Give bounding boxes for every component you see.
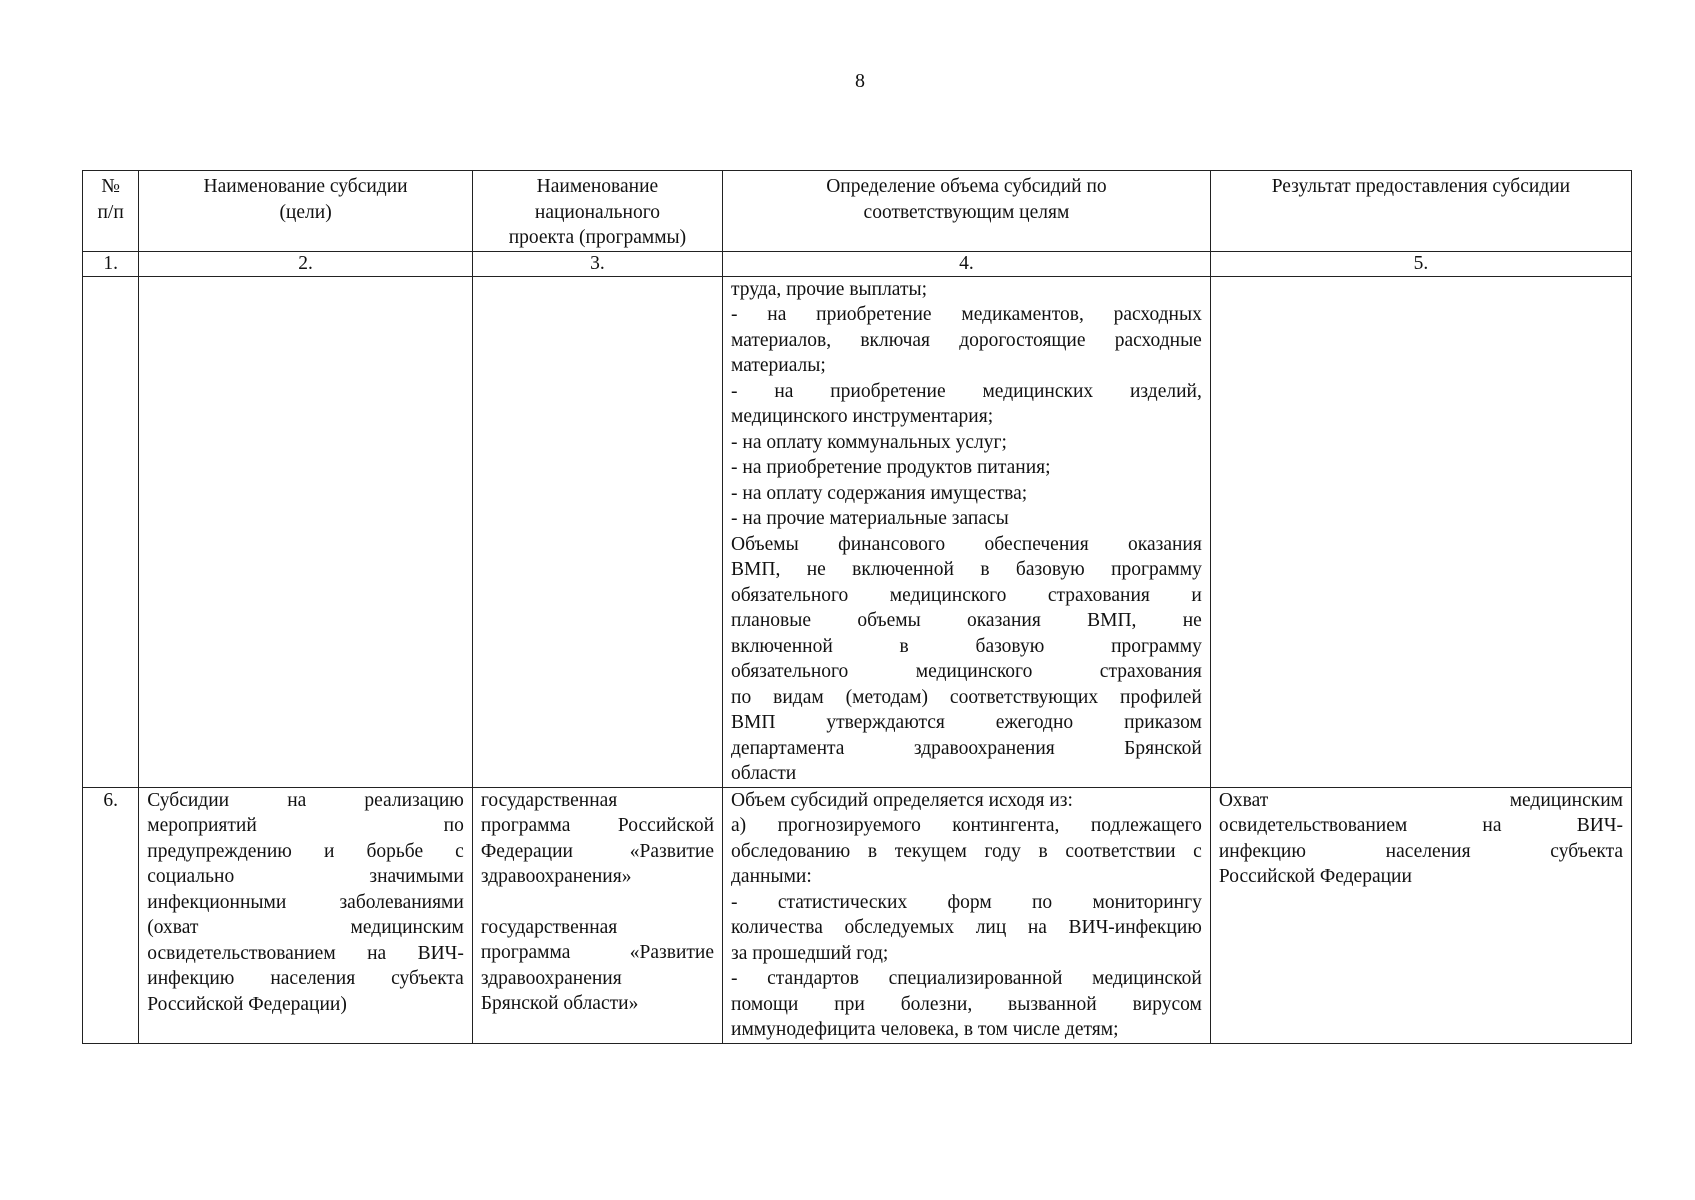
header-volume-definition <box>723 171 1211 252</box>
header-text: Наименование субсидии <box>203 176 408 197</box>
text-line: включенной в базовую программу <box>731 635 1202 657</box>
text-line: - на оплату коммунальных услуг; <box>731 431 1007 453</box>
text-line: помощи при болезни, вызванной вирусом <box>731 993 1202 1015</box>
text-line: Объем субсидий определяется исходя из: <box>731 789 1073 811</box>
text-line: (охват медицинским <box>147 917 464 938</box>
text-line: программа «Развитие <box>480 942 715 963</box>
header-text: национального <box>534 201 660 223</box>
text-line: ВМП утверждаются ежегодно приказом <box>731 712 1202 733</box>
cell-result <box>1210 787 1631 1043</box>
column-number-row <box>83 251 1632 276</box>
header-row <box>83 171 1632 252</box>
text-line: иммунодефицита человека, в том числе детям; <box>731 1019 1119 1040</box>
text-line: инфекционными заболеваниями <box>147 891 464 913</box>
text-line: по видам (методам) соответствующих профилей <box>731 686 1202 708</box>
header-project-name <box>472 171 722 252</box>
text-line: мероприятий по <box>147 815 464 836</box>
text-line: освидетельствованием на ВИЧ- <box>1218 815 1623 836</box>
spacer <box>481 890 714 915</box>
text-line: государственная <box>480 789 618 811</box>
header-text: п/п <box>97 201 124 223</box>
header-text: проекта (программы) <box>508 227 687 248</box>
text-line: Российской Федерации <box>1218 866 1412 887</box>
text-line: освидетельствованием на ВИЧ- <box>147 942 464 964</box>
text-line: здравоохранения» <box>480 866 632 887</box>
text-line: Субсидии на реализацию <box>147 789 464 811</box>
text-line: ВМП, не включенной в базовую программу <box>731 559 1202 580</box>
text-line: обязательного медицинского страхования и <box>731 584 1202 606</box>
column-number: 5. <box>1210 251 1631 276</box>
text-line: социально значимыми <box>147 866 464 887</box>
cell-row-number: 6. <box>83 787 139 1043</box>
text-line: государственная <box>480 916 618 938</box>
cell-empty <box>1210 276 1631 787</box>
text-line: Брянской области» <box>480 993 639 1014</box>
column-number: 4. <box>723 251 1211 276</box>
column-number: 2. <box>139 251 473 276</box>
header-result <box>1210 171 1631 252</box>
column-number: 1. <box>83 251 139 276</box>
header-number <box>83 171 139 252</box>
text-line: данными: <box>731 866 812 887</box>
text-line: - на оплату содержания имущества; <box>731 482 1028 504</box>
table-row-6 <box>83 787 1632 1043</box>
cell-volume-definition <box>723 787 1211 1043</box>
header-text: Результат предоставления субсидии <box>1271 176 1571 197</box>
table-row-continued <box>83 276 1632 787</box>
header-subsidy-name <box>139 171 473 252</box>
text-line: - на приобретение продуктов питания; <box>731 457 1051 478</box>
cell-volume-definition-continued <box>723 276 1211 787</box>
text-line: - стандартов специализированной медицинской <box>731 968 1202 989</box>
text-line: материалов, включая дорогостоящие расходные <box>731 329 1202 351</box>
text-line: за прошедший год; <box>731 942 889 964</box>
text-line: - статистических форм по мониторингу <box>731 891 1202 913</box>
text-line: а) прогнозируемого контингента, подлежащего <box>731 815 1202 836</box>
header-text: Наименование <box>536 176 659 197</box>
text-line: области <box>731 763 797 784</box>
header-text: (цели) <box>279 201 332 223</box>
text-line: Охват медицинским <box>1218 789 1623 811</box>
text-line: программа Российской <box>480 815 715 836</box>
text-line: медицинского инструментария; <box>731 406 994 427</box>
text-line: обязательного медицинского страхования <box>731 661 1202 682</box>
text-line: - на прочие материальные запасы <box>731 508 1009 529</box>
cell-empty <box>139 276 473 787</box>
text-line: количества обследуемых лиц на ВИЧ-инфекцию <box>731 917 1202 938</box>
cell-project-name <box>472 787 722 1043</box>
column-number: 3. <box>472 251 722 276</box>
text-line: здравоохранения <box>480 967 622 989</box>
header-text: соответствующим целям <box>863 201 1070 223</box>
header-text: Определение объема субсидий по <box>826 176 1107 197</box>
text-line: - на приобретение медицинских изделий, <box>731 380 1202 402</box>
text-line: департамента здравоохранения Брянской <box>731 737 1202 759</box>
text-line: труда, прочие выплаты; <box>731 278 927 300</box>
text-line: плановые объемы оказания ВМП, не <box>731 610 1202 631</box>
subsidy-table <box>82 170 1632 1044</box>
cell-subsidy-name <box>139 787 473 1043</box>
text-line: инфекцию населения субъекта <box>1218 840 1623 862</box>
text-line: Федерации «Развитие <box>480 840 715 862</box>
text-line: Российской Федерации) <box>147 993 347 1015</box>
text-line: инфекцию населения субъекта <box>147 968 464 989</box>
text-line: предупреждению и борьбе с <box>147 840 464 862</box>
header-text: № <box>101 176 120 197</box>
cell-empty <box>472 276 722 787</box>
text-line: Объемы финансового обеспечения оказания <box>731 533 1202 555</box>
cell-empty <box>83 276 139 787</box>
text-line: - на приобретение медикаментов, расходных <box>731 304 1202 325</box>
text-line: обследованию в текущем году в соответствии с <box>731 840 1202 862</box>
text-line: материалы; <box>731 355 826 376</box>
page-number: 8 <box>855 70 865 92</box>
